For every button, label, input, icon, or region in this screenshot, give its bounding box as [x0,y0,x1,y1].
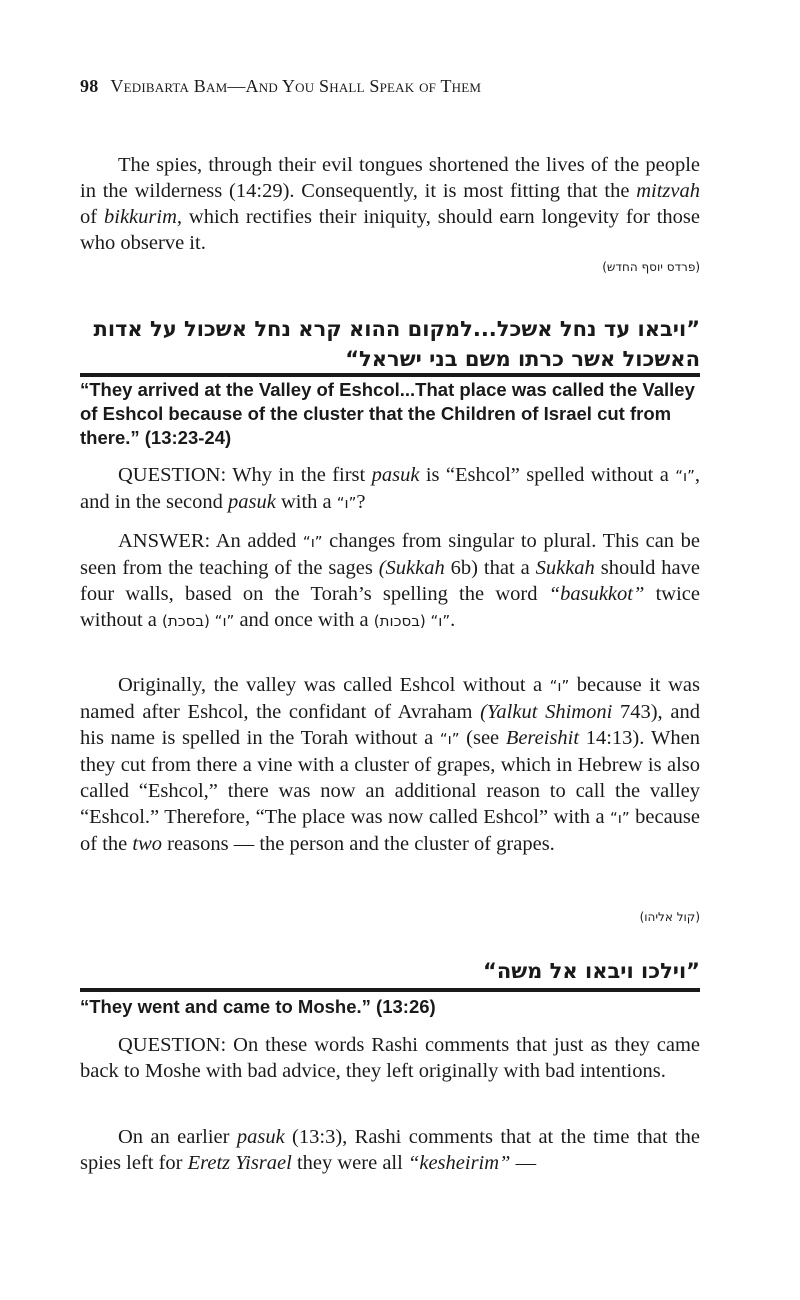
hebrew-inline: ”ו“ [302,533,323,551]
moshe-question: QUESTION: On these words Rashi comments that just as they came back to Moshe with bad advice, they left originally with bad intentions. [80,1034,700,1082]
italic-term: “kesheirim” [407,1152,511,1174]
italic-term: (Sukkah [378,557,445,579]
hebrew-inline: ”ו“ [336,494,357,512]
moshe-paragraph: On an earlier pasuk (13:3), Rashi comments that at the time that the spies left for Eretz Yisrael they were all “kesheirim” — [80,1126,700,1174]
hebrew-inline: ”ו“ [610,809,630,827]
italic-term: mitzvah [636,180,700,202]
eshcol-hebrew-heading: ”ויבאו עד נחל אשכל...למקום ההוא קרא נחל אשכול על אדות האשכול אשר כרתו משם בני ישראל“ [93,317,700,371]
page-number: 98 [80,76,99,96]
intro-paragraph: The spies, through their evil tongues shortened the lives of the people in the wilderness (14:29). Consequently, it is most fitting that the mitzvah of bikkurim, which rectifies their iniquity, should earn longevity for those who observe it. [80,154,700,254]
moshe-hebrew-heading: ”וילכו ויבאו אל משה“ [483,959,700,983]
running-head [80,76,481,97]
eshcol-source-citation: (קול אליהו) [639,910,700,924]
running-head-title: Vedibarta Bam—And You Shall Speak of Them [110,76,482,96]
italic-term: two [132,833,162,855]
italic-term: pasuk [228,491,276,513]
italic-term: Eretz Yisrael [187,1152,292,1174]
eshcol-answer: ANSWER: An added ”ו“ changes from singular to plural. This can be seen from the teaching of the sages (Sukkah 6b) that a Sukkah should have four walls, based on the Torah’s spelling the word “basukkot” twice without a ”ו“ (בסכת) and once with a ”ו“ (בסכות). [80,530,701,631]
italic-term: Sukkah [535,557,595,579]
hebrew-inline: ”ו“ (בסכות) [373,612,451,630]
hebrew-inline: ”ו“ [439,730,460,748]
italic-term: bikkurim, [104,206,182,228]
eshcol-question: QUESTION: Why in the first pasuk is “Eshcol” spelled without a ”ו“, and in the second pasuk with a ”ו“? [80,464,700,513]
italic-term: (Yalkut Shimoni [480,701,613,723]
hebrew-inline: ”ו“ (בסכת) [162,612,235,630]
eshcol-explanation: Originally, the valley was called Eshcol without a ”ו“ because it was named after Eshcol, the confidant of Avraham (Yalkut Shimoni 743), and his name is spelled in the Torah without a ”ו“ (see Bereishit 14:13). When they cut from there a vine with a cluster of grapes, which in Hebrew is also called “Eshcol,” there was now an additional reason to call the valley “Eshcol.” Therefore, “The place was now called Eshcol” with a ”ו“ because of the two reasons — the person and the cluster of grapes. [80,674,701,855]
section-divider-rule [80,988,700,992]
moshe-english-heading: “They went and came to Moshe.” (13:26) [80,996,436,1017]
hebrew-inline: ”ו“ [675,467,695,485]
italic-term: Bereishit [505,727,580,749]
italic-term: “basukkot” [548,583,645,605]
eshcol-english-heading: “They arrived at the Valley of Eshcol...That place was called the Valley of Eshcol because of the cluster that the Children of Israel cut from there.” (13:23-24) [80,379,695,448]
italic-term: pasuk [371,464,420,486]
italic-term: pasuk [236,1126,285,1148]
hebrew-inline: ”ו“ [549,677,570,695]
intro-source-citation: (פרדס יוסף החדש) [602,260,700,274]
section-divider-rule [80,373,700,377]
